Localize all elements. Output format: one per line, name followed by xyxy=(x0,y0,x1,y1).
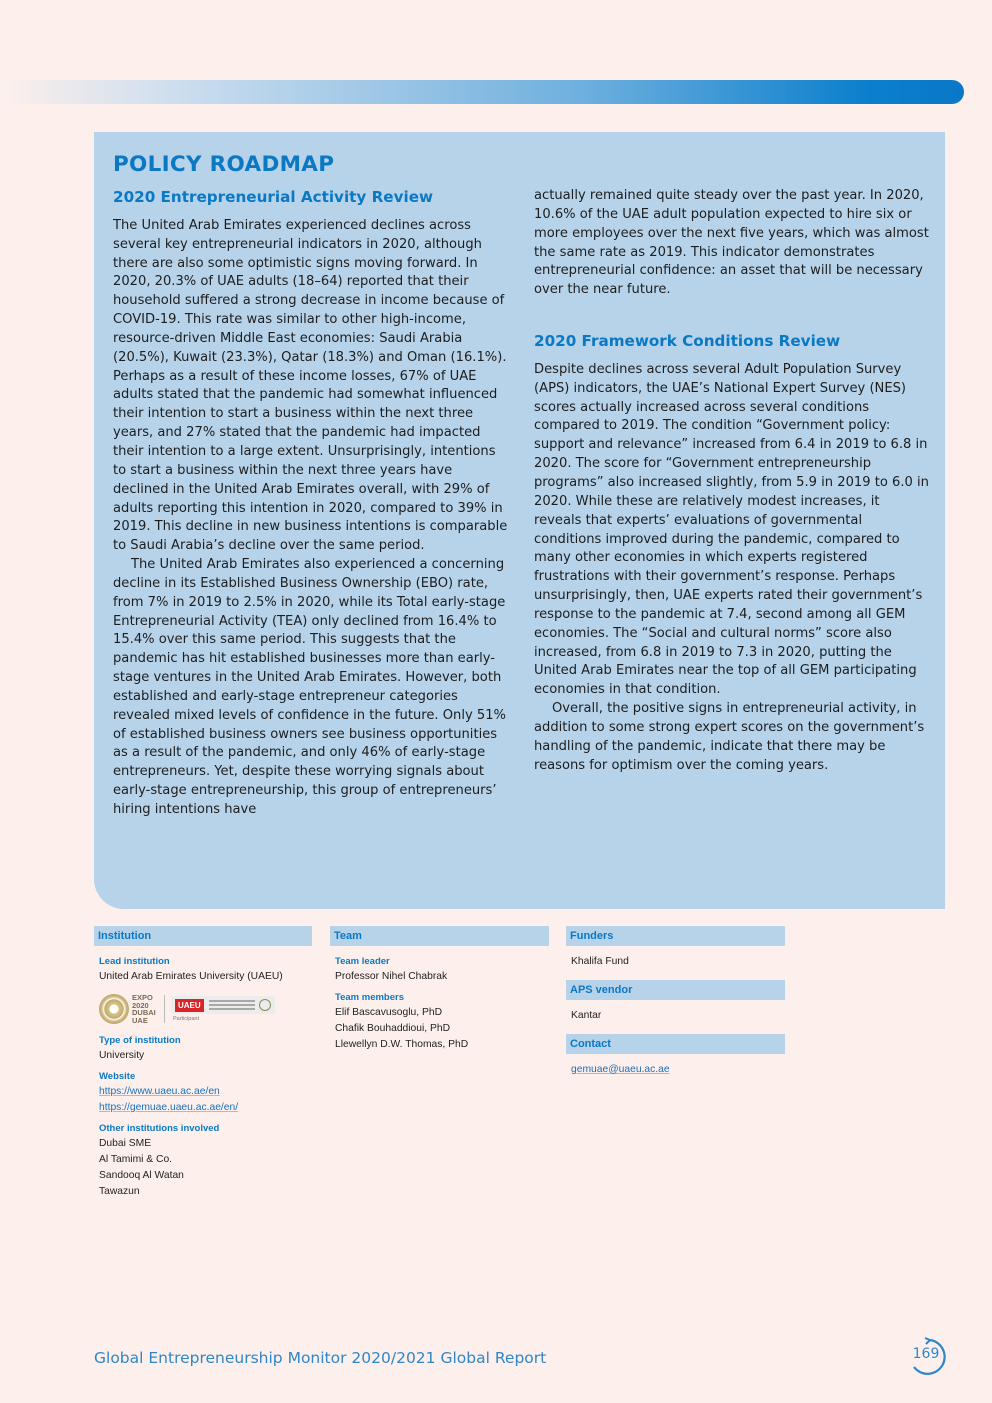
page-number: 169 xyxy=(912,1346,940,1362)
team-header: Team xyxy=(330,926,549,946)
activity-review-heading: 2020 Entrepreneurial Activity Review xyxy=(113,188,434,206)
team-members-label: Team members xyxy=(335,992,404,1003)
other-institution-item: Tawazun xyxy=(99,1186,140,1197)
team-section xyxy=(330,926,549,1053)
right-column xyxy=(534,187,929,775)
lead-institution-value: United Arab Emirates University (UAEU) xyxy=(99,971,283,982)
activity-review-paragraph-2: The United Arab Emirates also experienced a concerning decline in its Established Business Ownership (EBO) rate, from 7% in 2019 to 2.5% in 2020, while its Total early-stage Entrepreneurial Activity (TEA) only declined from 16.4% to 15.4% over this same period. This suggests that the pandemic has hit established businesses more than early-stage ventures in the United Arab Emirates. However, both established and early-stage entrepreneur categories revealed mixed levels of confidence in the future. Only 51% of established business owners see business opportunities as a result of the pandemic, and only 46% of early-stage entrepreneurs. Yet, despite these worrying signals about early-stage entrepreneurship, this group of entrepreneurs’ hiring intentions have xyxy=(113,557,506,817)
funders-section xyxy=(566,926,785,1078)
expo-emblem-icon xyxy=(99,994,129,1024)
activity-review-continued: actually remained quite steady over the past year. In 2020, 10.6% of the UAE adult population expected to hire six or more employees over the next five years, which was almost the same rate as 2019. This indicator demonstrates entrepreneurial confidence: an asset that will be necessary over the near future. xyxy=(534,188,929,298)
panel-title: POLICY ROADMAP xyxy=(113,152,335,177)
institution-type-value: University xyxy=(99,1050,145,1061)
other-institution-item: Sandooq Al Watan xyxy=(99,1170,184,1181)
uaeu-logo xyxy=(171,996,275,1022)
uaeu-seal-icon xyxy=(259,999,271,1011)
other-institutions-label: Other institutions involved xyxy=(99,1123,220,1134)
other-institution-item: Dubai SME xyxy=(99,1138,152,1149)
team-member: Llewellyn D.W. Thomas, PhD xyxy=(335,1039,469,1050)
uaeu-logo-mark: UAEU xyxy=(175,999,204,1012)
header-gradient-bar xyxy=(0,80,964,104)
aps-vendor-header: APS vendor xyxy=(566,980,785,1000)
website-link-1[interactable]: https://www.uaeu.ac.ae/en xyxy=(99,1086,220,1097)
funders-header: Funders xyxy=(566,926,785,946)
logo-note: Participant xyxy=(173,1016,199,1022)
contact-email-link[interactable]: gemuae@uaeu.ac.ae xyxy=(571,1064,670,1075)
framework-review-heading: 2020 Framework Conditions Review xyxy=(534,332,841,351)
framework-review-paragraph-1: Despite declines across several Adult Population Survey (APS) indicators, the UAE’s National Expert Survey (NES) scores actually increased across several conditions compared to 2019. The condition “Government policy: support and relevance” increased from 6.4 in 2019 to 6.8 in 2020. The score for “Government entrepreneurship programs” also increased slightly, from 5.9 in 2019 to 6.0 in 2020. While these are relatively modest increases, it reveals that experts’ evaluations of governmental conditions improved during the pandemic, compared to many other economies in which experts registered frustrations with their government’s response. Perhaps unsurprisingly, then, UAE experts rated their government’s response to the pandemic at 7.4, second among all GEM economies. The “Social and cultural norms” score also increased, from 6.8 in 2019 to 7.3 in 2020, putting the United Arab Emirates near the top of all GEM participating economies in that condition. xyxy=(534,361,929,698)
expo-2020-logo xyxy=(99,994,158,1024)
activity-review-paragraph-1: The United Arab Emirates experienced declines across several key entrepreneurial indicators in 2020, although there are also some optimistic signs moving forward. In 2020, 20.3% of UAE adults (18–64) reported that their household suffered a strong decrease in income because of COVID-19. This rate was similar to other high-income, resource-driven Middle East economies: Saudi Arabia (20.5%), Kuwait (23.3%), Qatar (18.3%) and Oman (16.1%). Perhaps as a result of these income losses, 67% of UAE adults stated that the pandemic had somewhat influenced their intention to start a business within the next three years, and 27% stated that the pandemic had impacted their intention to a large extent. Unsurprisingly, intentions to start a business within the next three years have declined in the United Arab Emirates overall, with 29% of adults reporting this intention in 2020, compared to 39% in 2019. This decline in new business intentions is comparable to Saudi Arabia’s decline over the same period. xyxy=(113,217,508,554)
website-label: Website xyxy=(99,1071,136,1082)
framework-review-paragraph-2: Overall, the positive signs in entrepreneurial activity, in addition to some strong expert scores on the government’s handling of the pandemic, indicate that there may be reasons for optimism over the coming years. xyxy=(534,701,925,773)
team-leader-value: Professor Nihel Chabrak xyxy=(335,971,448,982)
logo-divider xyxy=(164,995,165,1023)
footer-report-title: Global Entrepreneurship Monitor 2020/2021 Global Report xyxy=(94,1349,547,1367)
contact-header: Contact xyxy=(566,1034,785,1054)
other-institution-item: Al Tamimi & Co. xyxy=(99,1154,173,1165)
team-member: Elif Bascavusoglu, PhD xyxy=(335,1007,443,1018)
lead-institution-label: Lead institution xyxy=(99,956,170,967)
institution-header: Institution xyxy=(94,926,312,946)
website-link-2[interactable]: https://gemuae.uaeu.ac.ae/en/ xyxy=(99,1102,239,1113)
institution-section xyxy=(94,926,312,1200)
institution-type-label: Type of institution xyxy=(99,1035,181,1046)
funders-value: Khalifa Fund xyxy=(571,956,629,967)
aps-vendor-value: Kantar xyxy=(571,1010,602,1021)
team-leader-label: Team leader xyxy=(335,956,390,967)
page-number-badge xyxy=(908,1337,948,1377)
policy-roadmap-panel xyxy=(94,132,945,909)
team-member: Chafik Bouhaddioui, PhD xyxy=(335,1023,451,1034)
partner-logos xyxy=(99,989,312,1029)
expo-logo-text: EXPO 2020 DUBAI UAE xyxy=(132,993,156,1025)
uaeu-logo-wordmark xyxy=(209,998,255,1012)
left-column xyxy=(113,188,511,820)
